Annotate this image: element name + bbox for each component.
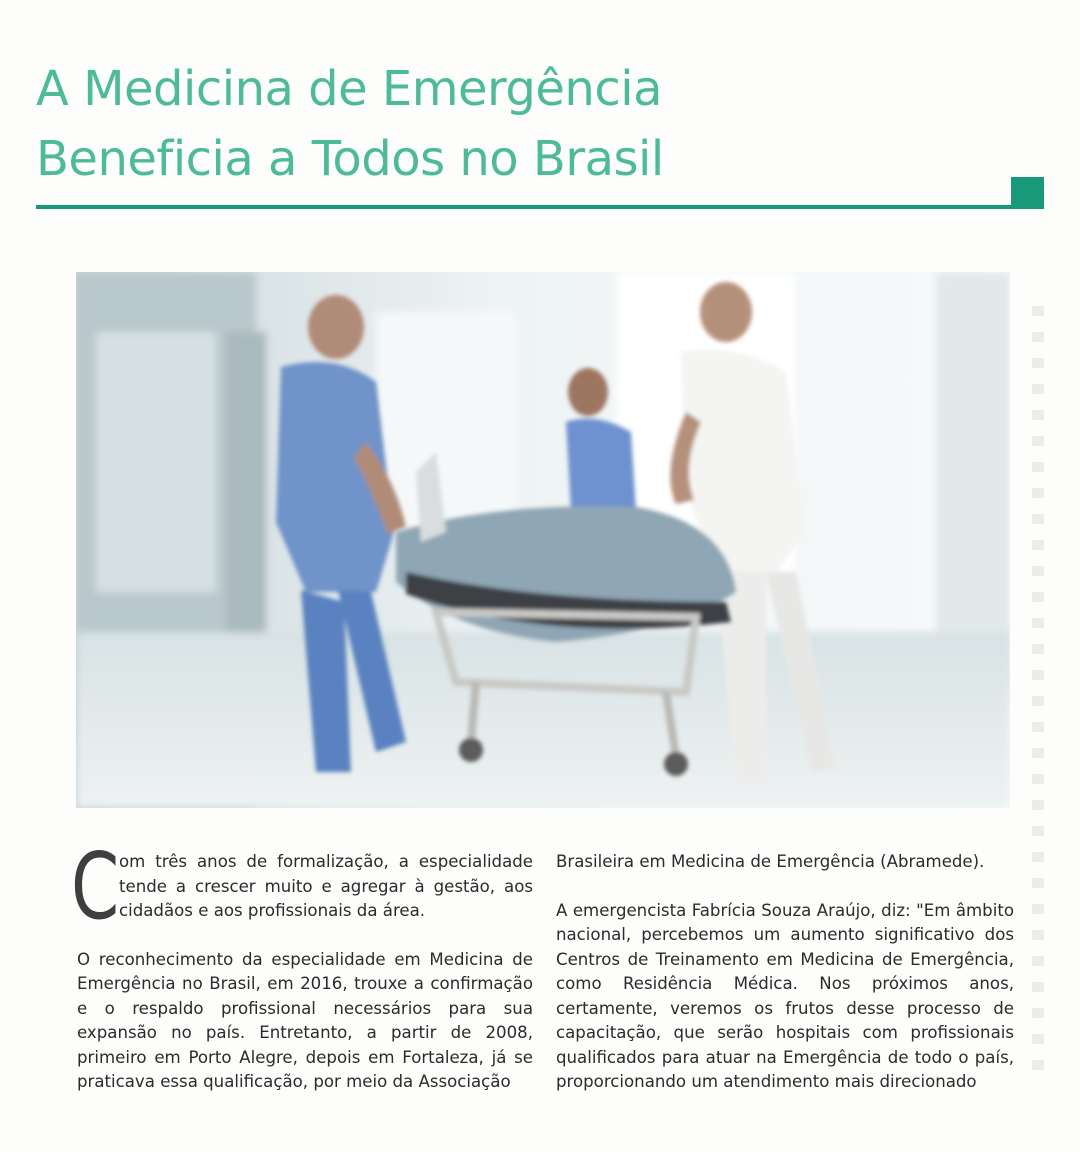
margin-decoration: [1032, 290, 1044, 1080]
lead-text: om três anos de formalização, a especialidade tende a crescer muito e agregar à gestão, aos cidadãos e aos profissionais da área.: [119, 852, 533, 920]
article-photo: [76, 272, 1010, 808]
title-line-1: A Medicina de Emergência: [36, 61, 662, 117]
title-underline: [36, 205, 1011, 209]
paragraph-recognition: O reconhecimento da especialidade em Medicina de Emergência no Brasil, em 2016, trouxe a confirmação e o respaldo profissional necessários para sua expansão no país. Entretanto, a partir de 2008, primeiro em Porto Alegre, depois em Fortaleza, já se praticava essa qualificação, por meio da Associação: [77, 949, 533, 1091]
drop-cap: C: [71, 833, 120, 940]
title-accent-block: [1011, 177, 1044, 209]
article-column-left: [71, 833, 533, 1095]
article-column-right: [556, 850, 1014, 1095]
paragraph-quote: A emergencista Fabrícia Souza Araújo, diz: "Em âmbito nacional, percebemos um aumento significativo dos Centros de Treinamento em Medicina de Emergência, como Residência Médica. Nos próximos anos, certamente, veremos os frutos desse processo de capacitação, que serão hospitais com profissionais qualificados para atuar na Emergência de todo o país, proporcionando um atendimento mais direcionado: [556, 900, 1014, 1091]
paragraph-abramede: Brasileira em Medicina de Emergência (Abramede).: [556, 852, 985, 871]
emergency-stretcher-illustration: [76, 272, 1010, 808]
lead-paragraph: [71, 833, 533, 940]
article-title: [36, 54, 936, 194]
title-line-2: Beneficia a Todos no Brasil: [36, 131, 664, 187]
